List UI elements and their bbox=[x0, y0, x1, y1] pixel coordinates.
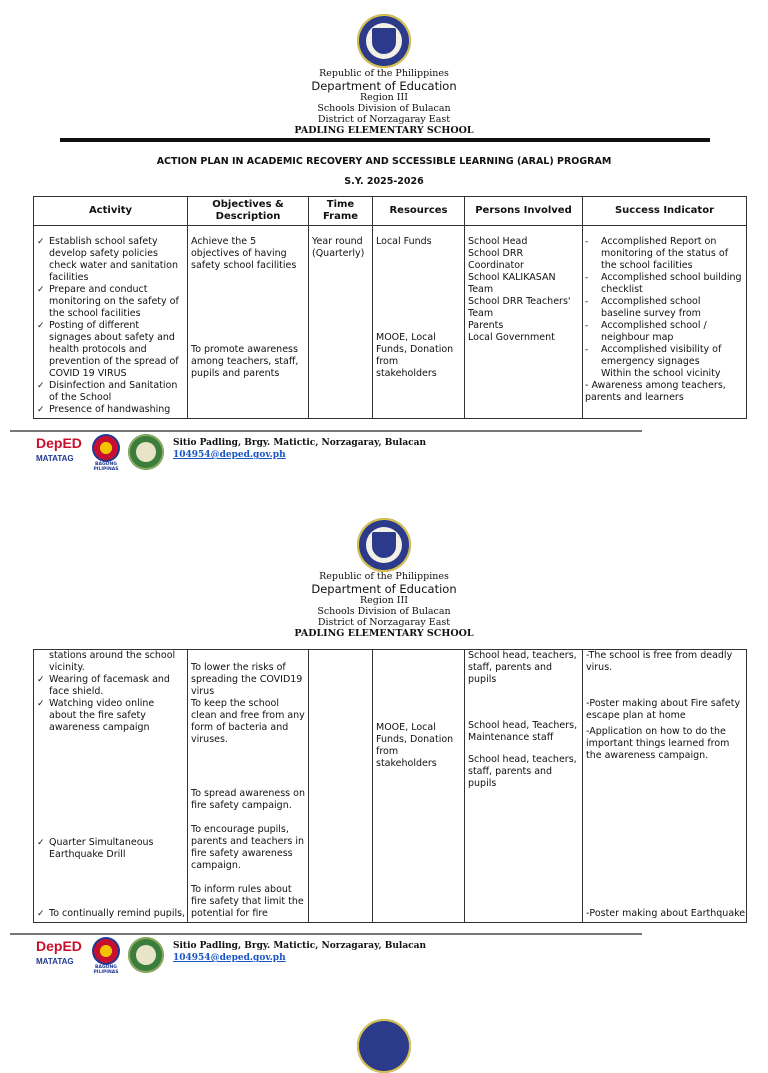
letterhead bbox=[0, 69, 768, 137]
check-icon: ✓ bbox=[37, 699, 45, 709]
dash-icon: - bbox=[585, 321, 589, 331]
table-row bbox=[34, 226, 747, 419]
check-icon: ✓ bbox=[37, 909, 45, 919]
list-item: - Accomplished Report on monitoring of the status of the school facilities bbox=[585, 236, 729, 271]
footer-rule bbox=[10, 933, 642, 935]
resource-text: Local Funds bbox=[376, 236, 432, 247]
objective-text: To encourage pupils, parents and teachers in fire safety awareness campaign. bbox=[191, 824, 305, 871]
person-item: School head, teachers, staff, parents and pupils bbox=[468, 754, 577, 789]
objective-text: To lower the risks of spreading the COVID19 virus bbox=[191, 662, 303, 697]
list-item: ✓ Presence of handwashing bbox=[37, 404, 171, 415]
col-header-resources: Resources bbox=[373, 197, 465, 226]
objective-text: To inform rules about fire safety that limit the potential for fire bbox=[191, 884, 304, 919]
footer-rule bbox=[10, 430, 642, 432]
activity-cell bbox=[34, 650, 188, 923]
persons-cell bbox=[465, 226, 583, 419]
department-label: Department of Education bbox=[311, 78, 457, 93]
person-item: Local Government bbox=[468, 332, 555, 343]
list-item: ✓ Prepare and conduct monitoring on the safety of the school facilities bbox=[37, 284, 179, 319]
indicator-text: -Application on how to do the important things learned from the awareness campaign. bbox=[586, 726, 730, 761]
col-header-persons: Persons Involved bbox=[465, 197, 583, 226]
check-icon: ✓ bbox=[37, 237, 45, 247]
objective-text: To keep the school clean and free from any form of bacteria and viruses. bbox=[191, 698, 305, 745]
resource-text: MOOE, Local Funds, Donation from stakeholders bbox=[376, 332, 454, 379]
address-text: Sitio Padling, Brgy. Matictic, Norzagaray, Bulacan bbox=[173, 438, 427, 448]
resources-cell bbox=[373, 226, 465, 419]
objectives-cell bbox=[188, 226, 309, 419]
dash-icon: - bbox=[585, 273, 589, 283]
region-label: Region III bbox=[359, 595, 408, 607]
division-label: Schools Division of Bulacan bbox=[317, 103, 451, 115]
person-item: School head, teachers, staff, parents and pupils bbox=[468, 650, 577, 685]
header-rule bbox=[60, 138, 710, 142]
list-item: ✓ Establish school safety develop safety policies check water and sanitation facilities bbox=[37, 236, 178, 283]
person-item: Parents bbox=[468, 320, 504, 331]
indicator-text: -Poster making about Earthquake bbox=[586, 908, 746, 919]
department-label: Department of Education bbox=[311, 581, 457, 596]
email-link[interactable]: 104954@deped.gov.ph bbox=[173, 450, 286, 460]
list-item: ✓ To continually remind pupils, bbox=[37, 908, 186, 919]
col-header-activity: Activity bbox=[34, 197, 188, 226]
indicator-tail: Within the school vicinity bbox=[601, 368, 721, 379]
person-item: School DRR Teachers' Team bbox=[468, 296, 571, 319]
deped-matatag-logo: DepED MATATAG bbox=[36, 938, 82, 966]
bagong-pilipinas-logo: BAGONG PILIPINAS bbox=[86, 434, 126, 470]
person-item: School DRR Coordinator bbox=[468, 248, 524, 271]
list-item: - Accomplished visibility of emergency signages bbox=[585, 344, 722, 367]
indicator-text: -The school is free from deadly virus. bbox=[586, 650, 733, 673]
indicator-tail: - Awareness among teachers, parents and learners bbox=[585, 380, 726, 403]
list-item: ✓ Watching video online about the fire safety awareness campaign bbox=[37, 698, 155, 733]
page-2 bbox=[0, 503, 768, 1024]
dash-icon: - bbox=[585, 345, 589, 355]
objective-text: To spread awareness on fire safety campaign. bbox=[191, 788, 305, 811]
list-item: ✓ Disinfection and Sanitation of the School bbox=[37, 380, 178, 403]
email-link[interactable]: 104954@deped.gov.ph bbox=[173, 953, 286, 963]
region-label: Region III bbox=[359, 92, 408, 104]
person-item: School KALIKASAN Team bbox=[468, 272, 556, 295]
list-item: ✓ Wearing of facemask and face shield. bbox=[37, 674, 170, 697]
check-icon: ✓ bbox=[37, 285, 45, 295]
indicator-text: -Poster making about Fire safety escape plan at home bbox=[586, 698, 741, 721]
objective-text: To promote awareness among teachers, staff, pupils and parents bbox=[191, 344, 299, 379]
list-item: - Accomplished school building checklist bbox=[585, 272, 742, 295]
district-label: District of Norzagaray East bbox=[317, 113, 451, 125]
check-icon: ✓ bbox=[37, 838, 45, 848]
action-plan-table-continued bbox=[33, 649, 747, 923]
letterhead bbox=[0, 572, 768, 640]
col-header-time-frame: Time Frame bbox=[309, 197, 373, 226]
check-icon: ✓ bbox=[37, 675, 45, 685]
person-item: School head, Teachers, Maintenance staff bbox=[468, 720, 578, 743]
deped-seal-icon bbox=[357, 518, 411, 572]
activity-cell bbox=[34, 226, 188, 419]
list-item: ✓ Quarter Simultaneous Earthquake Drill bbox=[37, 837, 154, 860]
check-icon: ✓ bbox=[37, 321, 45, 331]
document-title: ACTION PLAN IN ACADEMIC RECOVERY AND SCCESSIBLE LEARNING (ARAL) PROGRAM bbox=[156, 156, 612, 167]
district-label: District of Norzagaray East bbox=[317, 616, 451, 628]
school-name: PADLING ELEMENTARY SCHOOL bbox=[294, 627, 474, 639]
time-frame-cell: Year round (Quarterly) bbox=[309, 226, 373, 419]
objective-text: Achieve the 5 objectives of having safety school facilities bbox=[191, 236, 297, 271]
col-header-indicator: Success Indicator bbox=[583, 197, 747, 226]
school-seal-icon bbox=[128, 937, 164, 973]
dash-icon: - bbox=[585, 297, 589, 307]
dash-icon: - bbox=[585, 237, 589, 247]
footer-address bbox=[173, 437, 426, 461]
republic-label: Republic of the Philippines bbox=[319, 68, 449, 79]
indicator-cell bbox=[583, 650, 747, 923]
check-icon: ✓ bbox=[37, 381, 45, 391]
page-1 bbox=[0, 0, 768, 490]
list-item: - Accomplished school baseline survey from bbox=[585, 296, 701, 319]
list-item: ✓ Posting of different signages about safety and health protocols and prevention of the spread of COVID 19 VIRUS bbox=[37, 320, 179, 379]
activity-text: stations around the school vicinity. bbox=[49, 650, 176, 673]
col-header-objectives: Objectives & Description bbox=[188, 197, 309, 226]
list-item: - Accomplished school / neighbour map bbox=[585, 320, 707, 343]
school-seal-icon bbox=[128, 434, 164, 470]
address-text: Sitio Padling, Brgy. Matictic, Norzagaray, Bulacan bbox=[173, 941, 427, 951]
bagong-pilipinas-logo: BAGONG PILIPINAS bbox=[86, 937, 126, 973]
person-item: School Head bbox=[468, 236, 528, 247]
deped-matatag-logo: DepED MATATAG bbox=[36, 435, 82, 463]
republic-label: Republic of the Philippines bbox=[319, 571, 449, 582]
persons-cell bbox=[465, 650, 583, 923]
time-frame-cell bbox=[309, 650, 373, 923]
school-name: PADLING ELEMENTARY SCHOOL bbox=[294, 124, 474, 136]
deped-seal-icon bbox=[357, 14, 411, 68]
table-row bbox=[34, 650, 747, 923]
check-icon: ✓ bbox=[37, 405, 45, 415]
school-year: S.Y. 2025-2026 bbox=[344, 176, 424, 187]
division-label: Schools Division of Bulacan bbox=[317, 606, 451, 618]
deped-seal-icon bbox=[357, 1019, 411, 1073]
footer-address bbox=[173, 940, 426, 964]
indicator-cell bbox=[583, 226, 747, 419]
objectives-cell bbox=[188, 650, 309, 923]
action-plan-table bbox=[33, 196, 747, 419]
resources-cell: MOOE, Local Funds, Donation from stakeholders bbox=[373, 650, 465, 923]
